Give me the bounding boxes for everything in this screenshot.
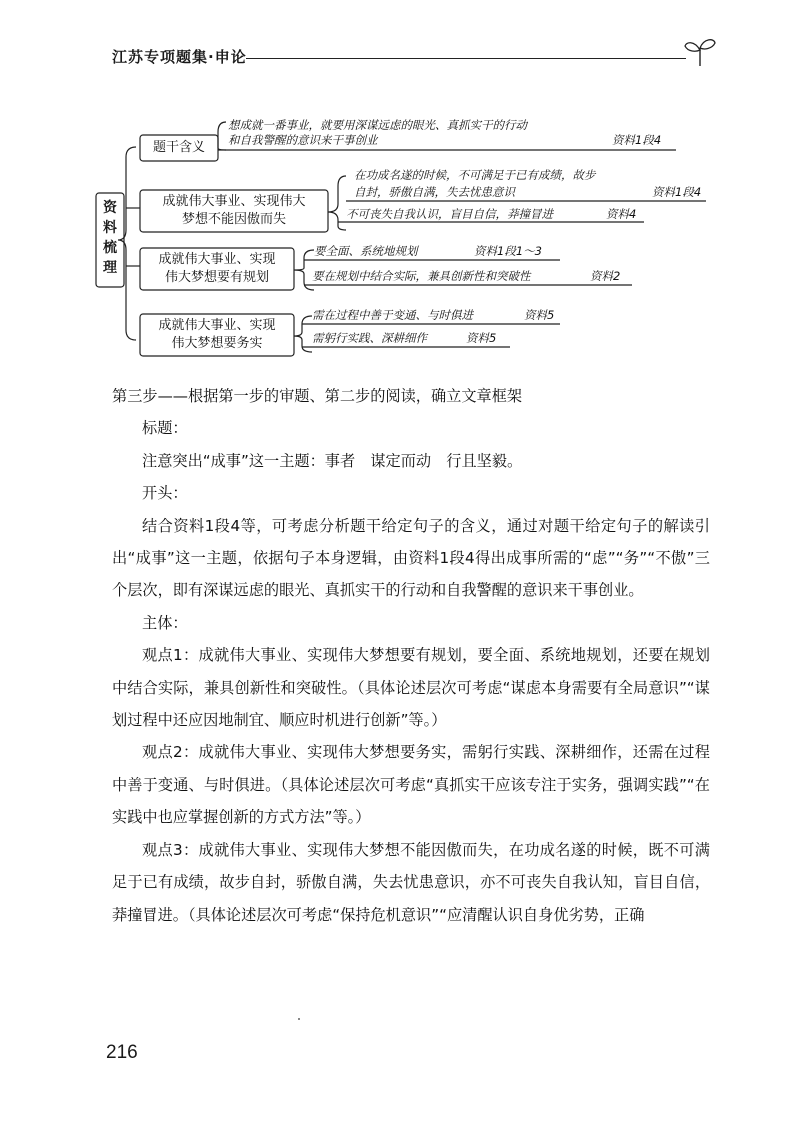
node3-note-line1: 要全面、系统地规划 — [314, 244, 418, 258]
opening-label: 开头： — [142, 484, 188, 503]
node-label-plan-line2: 伟大梦想要有规划 — [164, 270, 269, 285]
viewpoint-2: 观点2：成就伟大事业、实现伟大梦想要务实，需躬行实践、深耕细作，还需在过程中善于变通、与时俱进。（具体论述层次可考虑“真抓实干应该专注于实务，强调实践”“在实践中也应掌握创新的方式方法”等。） — [112, 743, 710, 827]
node3-note-line2: 要在规划中结合实际，兼具创新性和突破性 — [312, 269, 531, 283]
node-label-practical-line1: 成就伟大事业、实现 — [158, 318, 276, 333]
node-label-meaning: 题干含义 — [152, 140, 205, 155]
root-label: 资料梳理 — [103, 200, 117, 276]
step3-heading: 第三步——根据第一步的审题、第二步的阅读，确立文章框架 — [112, 387, 523, 405]
node-label-plan-line1: 成就伟大事业、实现 — [158, 252, 276, 267]
node3-source-2: 资料2 — [590, 269, 621, 283]
main-body-label: 主体： — [142, 613, 188, 632]
node-label-pride-line1: 成就伟大事业、实现伟大 — [162, 194, 306, 209]
node4-note-line1: 需在过程中善于变通、与时俱进 — [312, 308, 473, 322]
node2-note-line3: 不可丧失自我认识，盲目自信，莽撞冒进 — [346, 207, 553, 221]
opening-paragraph: 结合资料1段4等，可考虑分析题干给定句子的含义，通过对题干给定句子的解读引出“成事”这一主题，依据句子本身逻辑，由资料1段4得出成事所需的“虑”“务”“不傲”三个层次，即有深谋远虑的眼光、真抓实干的行动和自我警醒的意识来干事创业。 — [112, 516, 710, 600]
node-label-practical-line2: 伟大梦想要务实 — [171, 336, 263, 351]
title-note: 注意突出“成事”这一主题：事者 谋定而动 行且坚毅。 — [142, 451, 523, 470]
scan-speck — [298, 1018, 300, 1020]
node3-source-1: 资料1段1～3 — [474, 244, 542, 258]
node1-note-line1: 想成就一番事业，就要用深谋远虑的眼光、真抓实干的行动 — [228, 118, 527, 132]
node4-source-1: 资料5 — [524, 308, 555, 322]
viewpoint-3: 观点3：成就伟大事业、实现伟大梦想不能因傲而失，在功成名遂的时候，既不可满足于已有成绩，故步自封，骄傲自满，失去忧患意识，亦不可丧失自我认知，盲目自信，莽撞冒进。（具体论述层次可考虑“保持危机意识”“应清醒认识自身优劣势，正确 — [112, 840, 710, 924]
node2-source-1: 资料1段4 — [652, 185, 702, 199]
node1-note-line2: 和自我警醒的意识来干事创业 — [228, 133, 378, 147]
node2-note-line1: 在功成名遂的时候，不可满足于已有成绩，故步 — [354, 168, 596, 182]
node4-note-line2: 需躬行实践、深耕细作 — [312, 331, 427, 345]
node-label-pride-line2: 梦想不能因傲而失 — [181, 212, 286, 227]
viewpoint-1: 观点1：成就伟大事业、实现伟大梦想要有规划，要全面、系统地规划，还要在规划中结合实际，兼具创新性和突破性。（具体论述层次可考虑“谋虑本身需要有全局意识”“谋划过程中还应因地制宜、顺应时机进行创新”等。） — [112, 646, 710, 730]
title-label: 标题： — [142, 419, 188, 438]
page-number: 216 — [106, 1042, 138, 1063]
node2-note-line2: 自封，骄傲自满，失去忧患意识 — [354, 185, 515, 199]
node1-source: 资料1段4 — [612, 133, 662, 147]
main-brace — [118, 147, 136, 340]
node2-source-2: 资料4 — [606, 207, 637, 221]
body-text — [112, 380, 710, 931]
node4-source-2: 资料5 — [466, 331, 497, 345]
running-header-title: 江苏专项题集·申论 — [112, 48, 247, 66]
